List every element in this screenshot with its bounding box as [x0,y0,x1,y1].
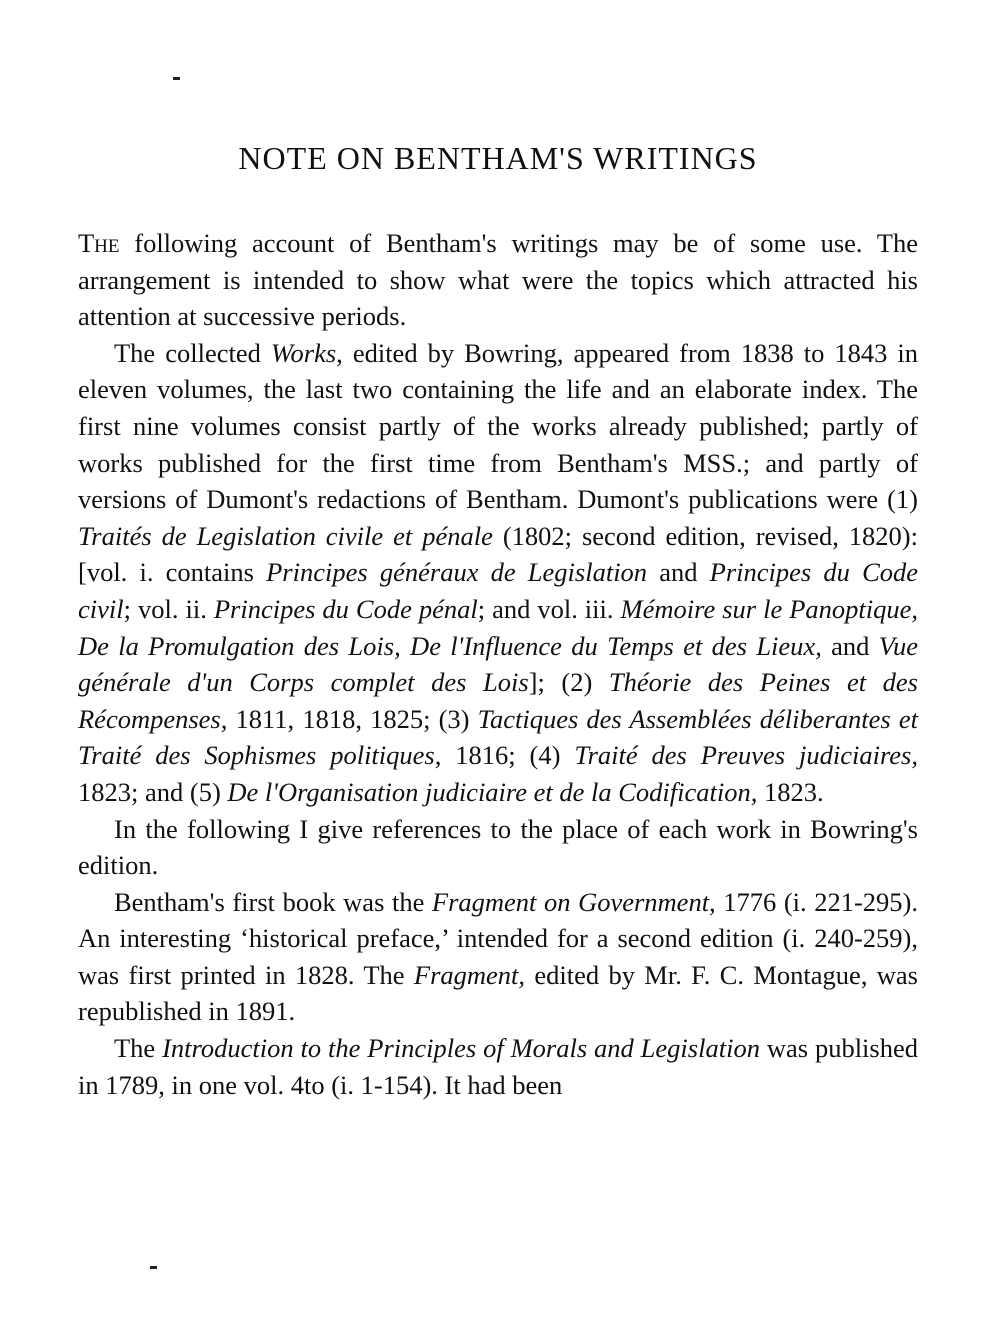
drop-lead-word: The [78,228,120,258]
title-traites: Traités de Legislation civile et pénale [78,520,493,551]
page-body [78,140,918,1103]
title-works: Works [270,337,337,368]
title-theorie-des-peines: Théorie des Peines et des Récompenses, [78,667,918,734]
paragraph-introduction: The Introduction to the Principles of Morals and Legislation was published in 1789, in one vol. 4to (i. 1-154). It had been [78,1033,918,1100]
title-traite-des-preuves: Traité des Preuves judiciaires, [574,740,918,771]
title-code-penal: Principes du Code pénal [213,593,478,624]
title-fragment-on-government: Fragment on Government, [431,886,716,917]
title-vue-generale: Vue générale d'un Corps complet des Lois [78,630,918,698]
title-fragment: Fragment, [413,959,526,990]
abbr-mss: MSS. [683,447,743,478]
title-organisation-judiciaire: De l'Organisation judiciaire et de la Codification, [227,776,758,807]
stray-mark-top [173,77,180,80]
title-introduction-principles: Introduction to the Principles of Morals and Legislation [162,1033,760,1064]
page-title: NOTE ON BENTHAM'S WRITINGS [238,140,758,176]
title-tactiques: Tactiques des Assemblées déliberantes et Traité des Sophismes politiques, [78,703,919,771]
paragraph-text: following account of Bentham's writings may be of some use. The arrangement is intended to show what were the topics which attracted his attention at successive periods. [78,228,918,332]
paragraph-fragment: Bentham's first book was the Fragment on Government, 1776 (i. 221-295). An interesting ‘historical preface,’ intended for a second edition (i. 240-259), was first printed in 1828. The Fragment, edited by Mr. F. C. Montague, was republished in 1891. [78,886,918,1027]
title-principes-generaux: Principes généraux de Legislation [266,557,648,588]
paragraph-references: In the following I give references to the place of each work in Bowring's edition. [78,813,918,881]
paragraph-collected-works: The collected Works, edited by Bowring, appeared from 1838 to 1843 in eleven volumes, the last two containing the life and an elaborate index. The first nine volumes consist partly of the works already published; partly of works published for the first time from Bentham's MSS.; and partly of versions of Dumont's redactions of Bentham. Dumont's publications were (1) Traités de Legislation civile et pénale (1802; second edition, revised, 1820): [vol. i. contains Principes généraux de Legislation and Principes du Code civil; vol. ii. Principes du Code pénal; and vol. iii. Mémoire sur le Panoptique, De la Promulgation des Lois, De l'Influence du Temps et des Lieux, and Vue générale d'un Corps complet des Lois]; (2) Théorie des Peines et des Récompenses, 1811, 1818, 1825; (3) Tactiques des Assemblées déliberantes et Traité des Sophismes politiques, 1816; (4) Traité des Preuves judiciaires, 1823; and (5) De l'Organisation judiciaire et de la Codification, 1823. [78,337,919,807]
paragraph-intro [78,225,918,335]
title-panoptique: Mémoire sur le Panoptique, De la Promulgation des Lois, De l'Influence du Temps et des Lieux, [78,593,919,661]
title-code-civil: Principes du Code civil [78,557,919,624]
stray-mark-bottom [150,1266,157,1269]
